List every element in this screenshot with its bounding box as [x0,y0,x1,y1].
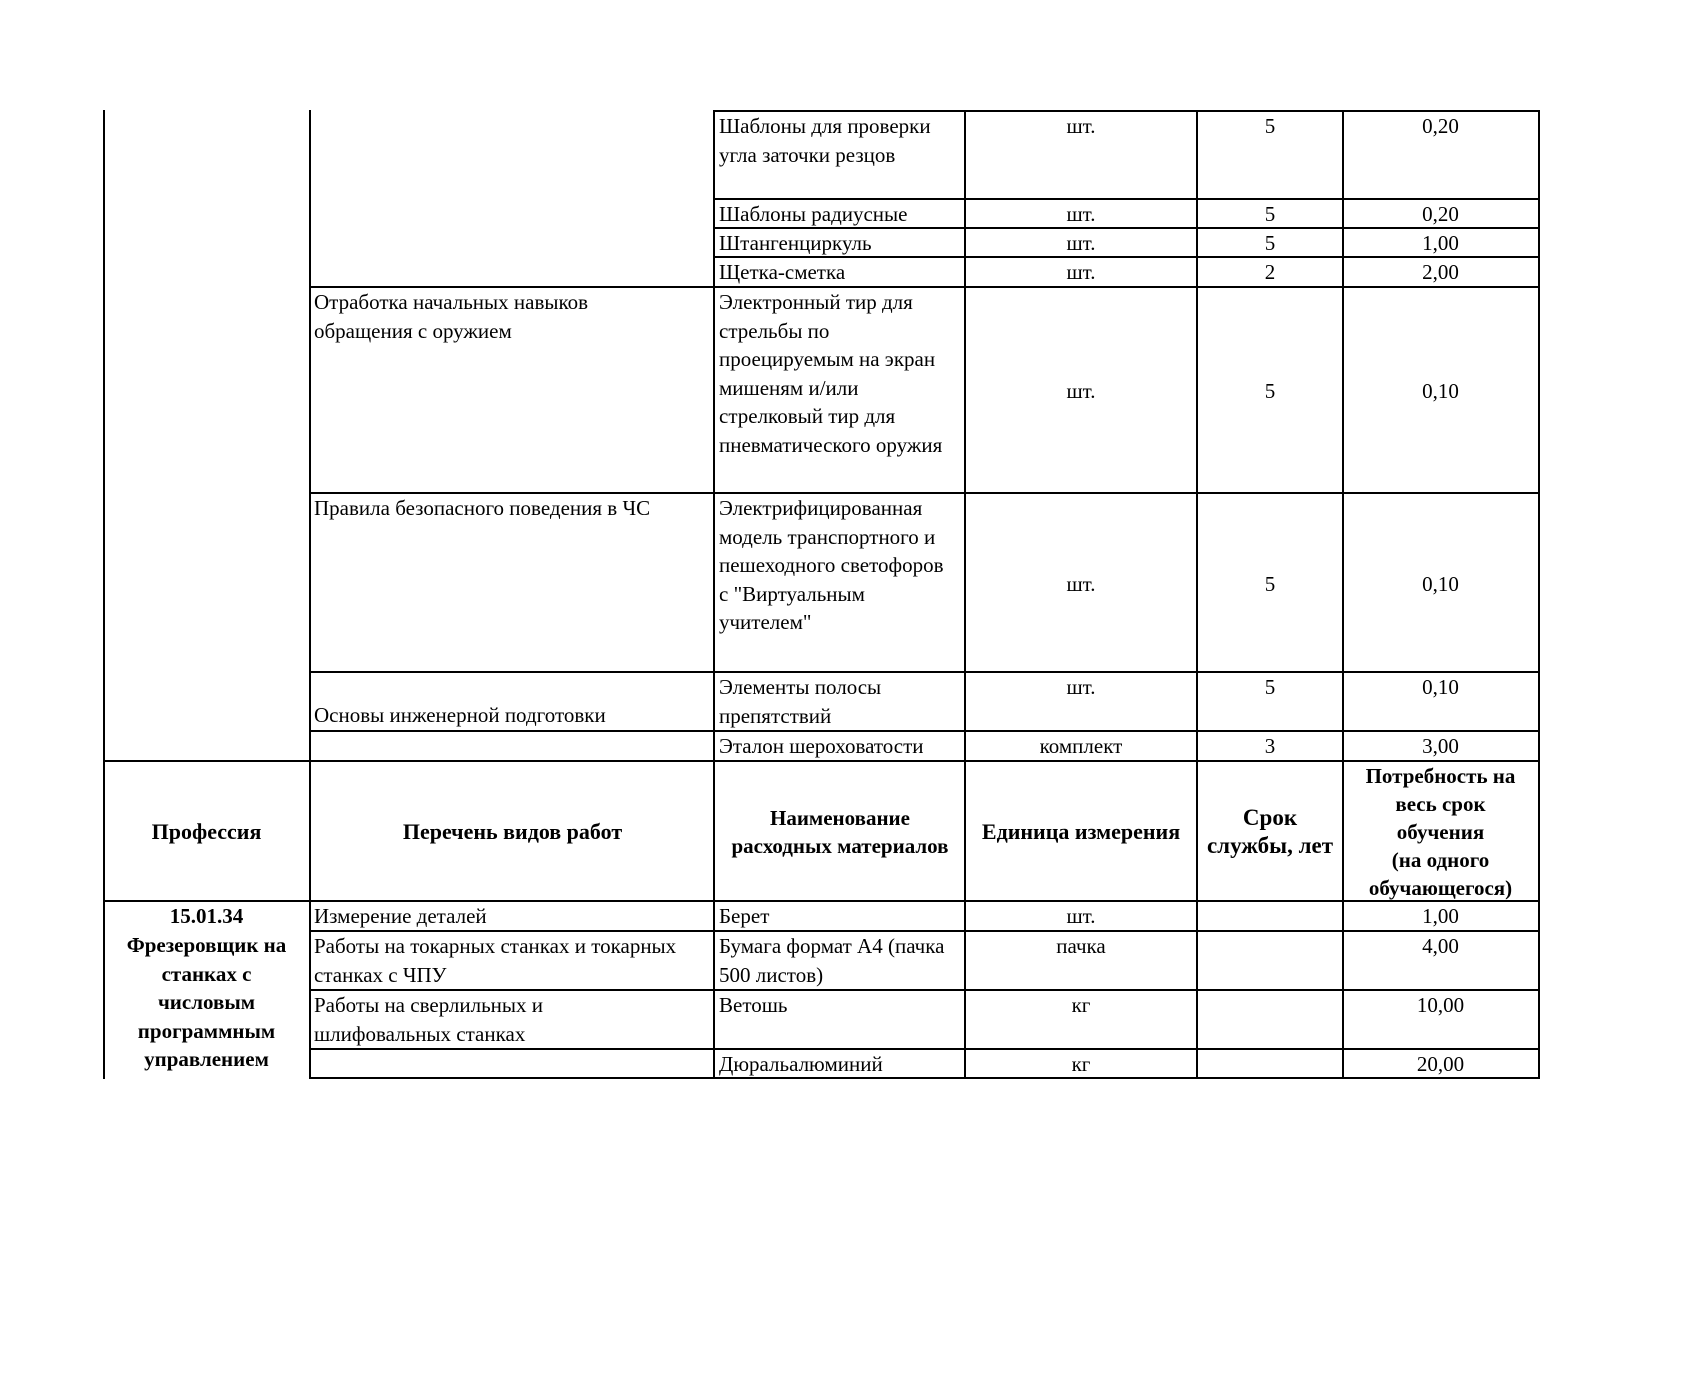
header-unit: Единица измерения [981,819,1181,844]
material-cell: Штангенциркуль [719,231,872,255]
years-cell: 5 [1264,202,1276,226]
table-border [309,492,1540,494]
need-cell: 3,00 [1422,734,1459,758]
table-border [309,930,1540,932]
table-border [713,198,1540,200]
table-border [309,1048,1540,1050]
unit-cell: кг [1071,1052,1091,1076]
unit-cell: пачка [1056,934,1106,958]
need-cell: 0,10 [1422,675,1459,699]
table-border [309,730,1540,732]
material-cell: Шаблоны для проверки угла заточки резцов [719,114,931,167]
need-cell: 10,00 [1416,993,1465,1017]
years-cell: 3 [1264,734,1276,758]
header-need: Потребность на весь срок обучения (на одного обучающегося) [1365,764,1516,900]
profession-name: Фрезеровщик на станках с числовым программным управлением [126,933,287,1071]
material-cell: Дюральалюминий [719,1052,883,1076]
need-cell: 0,10 [1422,378,1459,403]
table-border [103,900,1540,902]
profession-code: 15.01.34 [169,904,244,928]
unit-cell: шт. [1066,260,1096,284]
material-cell: Щетка-сметка [719,260,846,284]
material-cell: Элементы полосы препятствий [719,675,882,728]
material-cell: Ветошь [719,993,788,1017]
work-cell: Работы на сверлильных и шлифовальных станках [314,993,544,1046]
need-cell: 4,00 [1422,934,1459,958]
years-cell: 2 [1264,260,1276,284]
header-works: Перечень видов работ [402,819,623,844]
unit-cell: шт. [1066,571,1096,596]
unit-cell: шт. [1066,114,1096,138]
unit-cell: шт. [1066,675,1096,699]
table-border [713,227,1540,229]
equipment-table [103,110,1556,1386]
material-cell: Электрифицированная модель транспортного и пешеходного светофоров с "Виртуальным учителем" [719,496,944,634]
table-border [103,110,105,1079]
table-border [309,671,1540,673]
material-cell: Бумага формат А4 (пачка 500 листов) [719,934,945,987]
header-years: Срок службы, лет [1206,805,1334,858]
header-materials: Наименование расходных материалов [731,806,949,858]
unit-cell: шт. [1066,378,1096,403]
header-profession: Профессия [151,819,262,844]
table-border [309,1077,1540,1079]
work-cell: Отработка начальных навыков обращения с оружием [314,290,589,343]
work-cell: Основы инженерной подготовки [314,703,606,727]
work-cell: Измерение деталей [314,904,487,928]
years-cell: 5 [1264,571,1276,596]
need-cell: 0,20 [1422,202,1459,226]
need-cell: 0,10 [1422,571,1459,596]
need-cell: 20,00 [1416,1052,1465,1076]
need-cell: 2,00 [1422,260,1459,284]
years-cell: 5 [1264,231,1276,255]
need-cell: 1,00 [1422,904,1459,928]
table-border [309,110,311,1079]
material-cell: Эталон шероховатости [719,734,924,758]
unit-cell: шт. [1066,202,1096,226]
table-border [309,286,1540,288]
unit-cell: комплект [1039,734,1123,758]
years-cell: 5 [1264,675,1276,699]
table-border [103,760,1540,762]
years-cell: 5 [1264,114,1276,138]
material-cell: Электронный тир для стрельбы по проецируемым на экран мишеням и/или стрелковый тир для пневматического оружия [719,290,943,457]
need-cell: 1,00 [1422,231,1459,255]
unit-cell: кг [1071,993,1091,1017]
table-border [713,110,1540,112]
work-cell: Правила безопасного поведения в ЧС [314,496,651,520]
years-cell: 5 [1264,378,1276,403]
table-border [309,989,1540,991]
work-cell: Работы на токарных станках и токарных станках с ЧПУ [314,934,677,987]
need-cell: 0,20 [1422,114,1459,138]
unit-cell: шт. [1066,231,1096,255]
table-border [713,256,1540,258]
unit-cell: шт. [1066,904,1096,928]
material-cell: Берет [719,904,770,928]
material-cell: Шаблоны радиусные [719,202,908,226]
